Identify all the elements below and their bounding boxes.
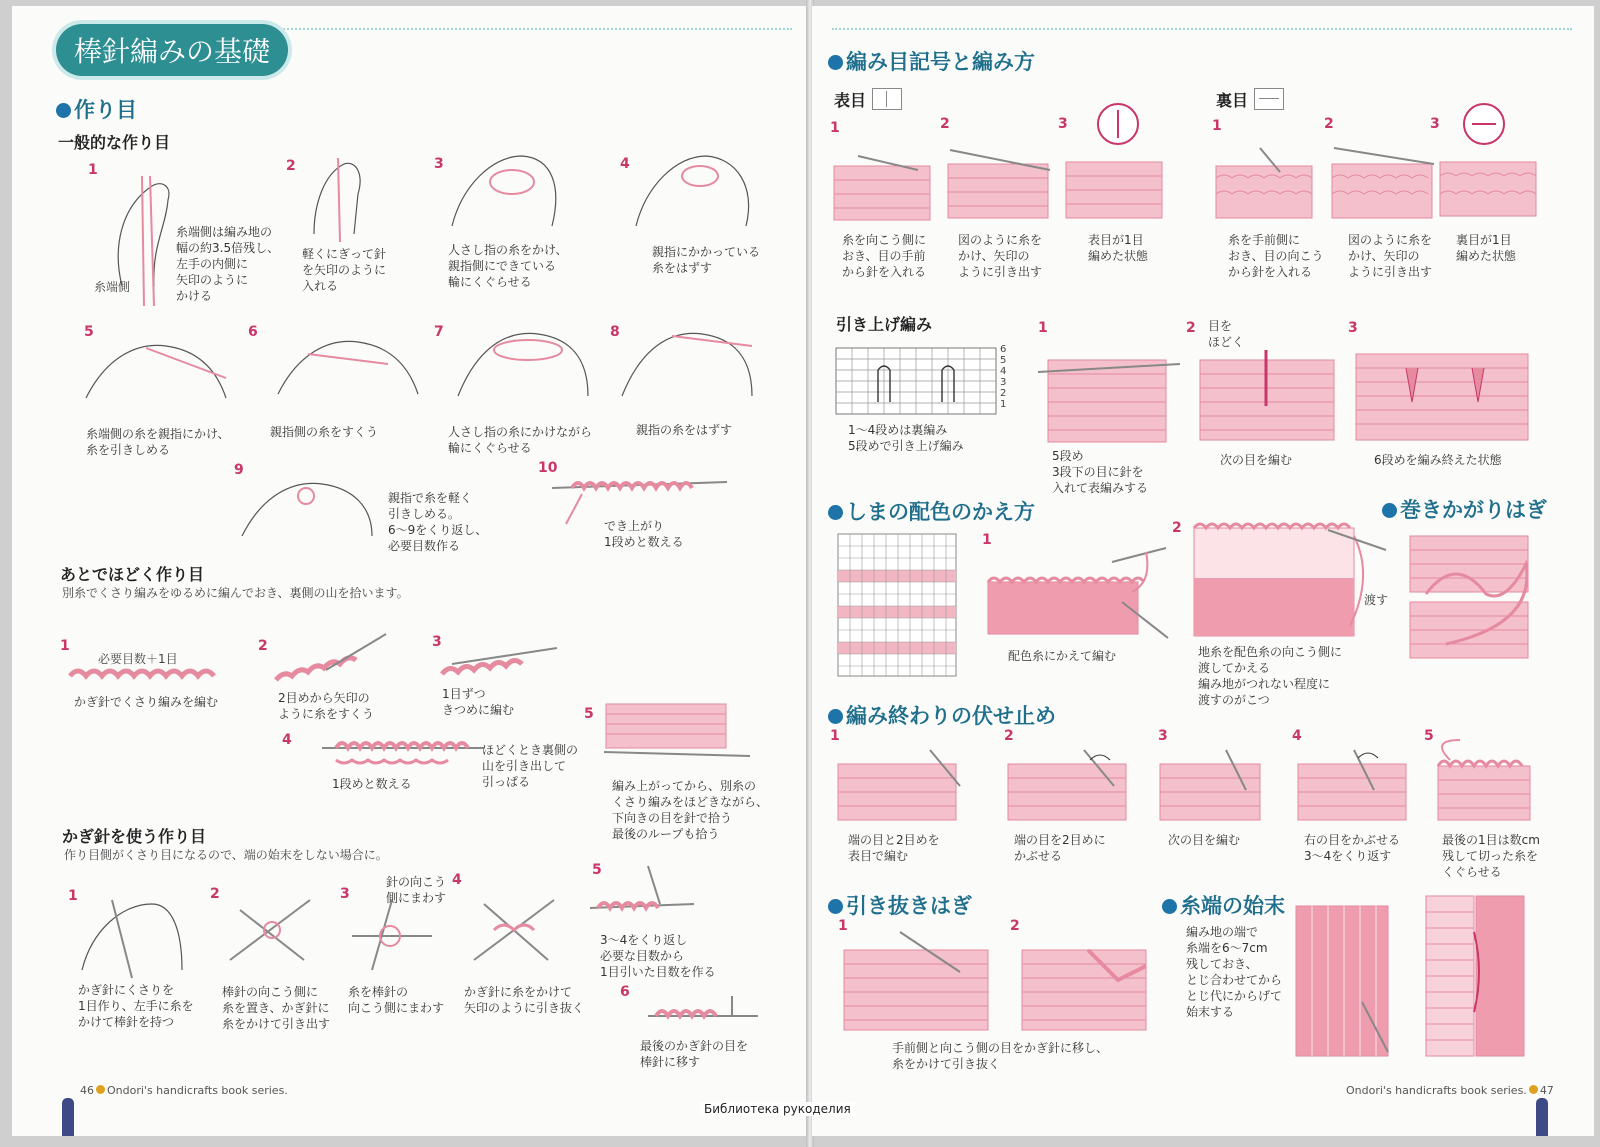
step-number: 5 bbox=[592, 862, 602, 878]
step-caption: 3〜4をくり返し 必要な目数から 1目引いた目数を作る bbox=[600, 933, 716, 979]
bind-off-illustration bbox=[1294, 746, 1414, 824]
step-number: 4 bbox=[452, 872, 462, 888]
step-number: 3 bbox=[340, 886, 350, 902]
hand-illustration bbox=[448, 316, 598, 416]
yarn-end-illustration bbox=[1292, 902, 1392, 1062]
step-number: 3 bbox=[1158, 728, 1168, 744]
page-number: 46 bbox=[80, 1084, 94, 1097]
hand-illustration bbox=[72, 890, 192, 980]
knit-swatch-illustration bbox=[1034, 346, 1180, 446]
step-number: 6 bbox=[620, 984, 630, 1000]
hand-illustration bbox=[612, 316, 762, 406]
step-number: 7 bbox=[434, 324, 444, 340]
step-number: 2 bbox=[258, 638, 268, 654]
chart-caption: 1〜4段めは裏編み 5段めで引き上げ編み bbox=[848, 423, 964, 453]
step-caption: 糸を棒針の 向こう側にまわす bbox=[348, 985, 445, 1015]
dot-icon bbox=[96, 1085, 105, 1094]
series-name: Ondori's handicrafts book series. bbox=[1346, 1084, 1527, 1097]
stripe-chart bbox=[836, 532, 960, 680]
stripe-swatch-illustration bbox=[982, 542, 1172, 642]
step-caption: 1目ずつ きつめに編む bbox=[442, 687, 515, 717]
dot-icon bbox=[1529, 1085, 1538, 1094]
needle-crochet-illustration bbox=[342, 896, 442, 976]
slip-seam-illustration bbox=[840, 926, 1000, 1036]
step-number: 10 bbox=[538, 460, 558, 476]
page-tab bbox=[1536, 1098, 1548, 1136]
bullet-dot-icon bbox=[828, 899, 843, 914]
step-number: 3 bbox=[1430, 116, 1440, 132]
bullet-dot-icon bbox=[828, 55, 843, 70]
step-caption: 親指の糸をはずす bbox=[636, 423, 733, 437]
dotted-rule bbox=[832, 28, 1572, 30]
step-caption: 編み上がってから、別糸の くさり編みをほどきながら、 下向きの目を針で拾う 最後のループも拾う bbox=[612, 779, 769, 841]
step-number: 3 bbox=[1058, 116, 1068, 132]
step-caption: 親指側の糸をすくう bbox=[270, 425, 379, 439]
knit-stitch-label: 表目 bbox=[834, 88, 902, 111]
chain-illustration bbox=[60, 664, 230, 688]
step-number: 4 bbox=[620, 156, 630, 172]
step-caption: 配色糸にかえて編む bbox=[1008, 649, 1117, 663]
step-number: 2 bbox=[1010, 918, 1020, 934]
step-number: 2 bbox=[1186, 320, 1196, 336]
dotted-rule bbox=[272, 28, 792, 30]
subheading-crochet-cast-on: かぎ針を使う作り目 bbox=[62, 827, 207, 846]
knit-swatch-illustration bbox=[828, 146, 938, 226]
hand-illustration bbox=[268, 324, 428, 414]
hand-illustration bbox=[304, 154, 384, 244]
step-caption: かぎ針にくさりを 1目作り、左手に糸を かけて棒針を持つ bbox=[78, 983, 194, 1029]
step-number: 3 bbox=[1348, 320, 1358, 336]
bullet-dot-icon bbox=[56, 103, 71, 118]
step-number: 2 bbox=[1172, 520, 1182, 536]
page-title: 棒針編みの基礎 bbox=[56, 24, 288, 76]
bullet-dot-icon bbox=[828, 709, 843, 724]
section-heading-yarn-end: 糸端の始末 bbox=[1162, 890, 1285, 920]
step-number: 2 bbox=[1004, 728, 1014, 744]
hand-illustration bbox=[442, 146, 572, 241]
purl-swatch-illustration bbox=[1434, 102, 1544, 226]
step-number: 8 bbox=[610, 324, 620, 340]
step-caption: 右の目をかぶせる 3〜4をくり返す bbox=[1304, 833, 1401, 863]
unravel-label: ほどくとき裏側の 山を引き出して 引っぱる bbox=[482, 743, 579, 789]
section-heading-stripes: しまの配色のかえ方 bbox=[828, 496, 1035, 526]
step-number: 1 bbox=[68, 888, 78, 904]
yarn-end-label: 糸端側 bbox=[94, 280, 131, 294]
hand-illustration bbox=[76, 328, 236, 418]
step-caption: かぎ針でくさり編みを編む bbox=[74, 695, 219, 709]
page-footer bbox=[1346, 1084, 1554, 1097]
step-number: 1 bbox=[1038, 320, 1048, 336]
step-caption: 棒針の向こう側に 糸を置き、かぎ針に 糸をかけて引き出す bbox=[222, 985, 331, 1031]
bind-off-illustration bbox=[1434, 736, 1534, 824]
purl-symbol-icon bbox=[1254, 88, 1284, 110]
step-number: 1 bbox=[838, 918, 848, 934]
knit-swatch-illustration bbox=[1192, 346, 1342, 446]
subheading-slip-up-stitch: 引き上げ編み bbox=[836, 315, 933, 334]
wrap-label: 針の向こう 側にまわす bbox=[386, 875, 447, 905]
step-caption: 表目が1目 編めた状態 bbox=[1088, 233, 1149, 263]
knit-symbol-icon bbox=[872, 88, 902, 110]
step-number: 2 bbox=[210, 886, 220, 902]
step-caption: 人さし指の糸にかけながら 輪にくぐらせる bbox=[448, 425, 593, 455]
section-heading-slip-seam: 引き抜きはぎ bbox=[828, 890, 972, 920]
whip-seam-illustration bbox=[1406, 532, 1536, 664]
step-caption: 最後の1目は数cm 残して切った糸を くぐらせる bbox=[1442, 833, 1540, 879]
yarn-end-illustration bbox=[1422, 892, 1530, 1060]
unravel-label: 目を ほどく bbox=[1208, 319, 1245, 349]
bullet-dot-icon bbox=[828, 505, 843, 520]
bullet-dot-icon bbox=[1162, 899, 1177, 914]
purl-swatch-illustration bbox=[1210, 142, 1320, 226]
needle-chain-illustration bbox=[584, 864, 704, 934]
step-caption: 最後のかぎ針の目を 棒針に移す bbox=[640, 1039, 749, 1069]
step-caption: 図のように糸を かけ、矢印の ように引き出す bbox=[1348, 233, 1433, 279]
step-caption: 軽くにぎって針 を矢印のように 入れる bbox=[302, 247, 387, 293]
chain-pickup-illustration bbox=[432, 634, 562, 684]
carry-yarn-label: 渡す bbox=[1364, 593, 1389, 607]
step-caption: 人さし指の糸をかけ、 親指側にできている 輪にくぐらせる bbox=[448, 243, 568, 289]
bind-off-illustration bbox=[834, 746, 964, 824]
section-heading-cast-on: 作り目 bbox=[56, 94, 137, 124]
step-caption: 5段め 3段下の目に針を 入れて表編みする bbox=[1052, 449, 1149, 495]
series-name: Ondori's handicrafts book series. bbox=[107, 1084, 288, 1097]
step-number: 4 bbox=[282, 732, 292, 748]
step-number: 9 bbox=[234, 462, 244, 478]
knit-swatch-illustration bbox=[1352, 346, 1532, 446]
needle-crochet-illustration bbox=[220, 890, 320, 970]
subheading-general-cast-on: 一般的な作り目 bbox=[58, 133, 171, 152]
step-caption: 糸を向こう側に おき、目の手前 から針を入れる bbox=[842, 233, 927, 279]
step-caption: でき上がり 1段めと数える bbox=[604, 519, 684, 549]
knit-fabric-illustration bbox=[594, 700, 754, 766]
step-number: 1 bbox=[1212, 118, 1222, 134]
page-footer bbox=[80, 1084, 288, 1097]
step-caption: 次の目を編む bbox=[1168, 833, 1241, 847]
step-caption: 6段めを編み終えた状態 bbox=[1374, 453, 1502, 467]
step-number: 2 bbox=[940, 116, 950, 132]
step-caption: 糸を手前側に おき、目の向こう から針を入れる bbox=[1228, 233, 1324, 279]
step-caption: 親指で糸を軽く 引きしめる。 6〜9をくり返し、 必要目数作る bbox=[388, 491, 488, 553]
step-number: 1 bbox=[60, 638, 70, 654]
right-page bbox=[812, 6, 1594, 1136]
chart-row-numbers: 6 5 4 3 2 1 bbox=[1000, 344, 1007, 410]
provisional-description: 別糸でくさり編みをゆるめに編んでおき、裏側の山を拾います。 bbox=[62, 586, 409, 600]
bind-off-illustration bbox=[1004, 746, 1134, 824]
step-caption: 糸端側の糸を親指にかけ、 糸を引きしめる bbox=[86, 427, 230, 457]
knit-swatch-illustration bbox=[940, 140, 1058, 226]
slip-seam-illustration bbox=[1018, 926, 1158, 1036]
section-heading-whip-seam: 巻きかがりはぎ bbox=[1382, 494, 1547, 524]
step-number: 5 bbox=[584, 706, 594, 722]
section-heading-bind-off: 編み終わりの伏せ止め bbox=[828, 700, 1056, 730]
stitch-chart bbox=[834, 346, 1018, 418]
step-caption: 端の目と2目めを 表目で編む bbox=[848, 833, 940, 863]
purl-swatch-illustration bbox=[1324, 134, 1444, 226]
chain-pickup-illustration bbox=[266, 630, 396, 690]
step-caption: 地糸を配色糸の向こう側に 渡してかえる 編み地がつれない程度に 渡すのがこつ bbox=[1198, 645, 1343, 707]
step-number: 2 bbox=[1324, 116, 1334, 132]
step-caption: 1段めと数える bbox=[332, 777, 412, 791]
step-number: 5 bbox=[84, 324, 94, 340]
watermark: Библиотека рукоделия bbox=[700, 1102, 855, 1116]
hand-illustration bbox=[626, 146, 766, 241]
step-caption: 端の目を2目めに かぶせる bbox=[1014, 833, 1106, 863]
step-number: 1 bbox=[830, 728, 840, 744]
bullet-dot-icon bbox=[1382, 503, 1397, 518]
crochet-description: 作り目側がくさり目になるので、端の始末をしない場合に。 bbox=[64, 848, 388, 862]
step-number: 6 bbox=[248, 324, 258, 340]
needle-crochet-illustration bbox=[464, 890, 564, 970]
step-caption: 糸端側は編み地の 幅の約3.5倍残し、 左手の内側に 矢印のように かける bbox=[176, 225, 280, 303]
step-number: 1 bbox=[830, 120, 840, 136]
purl-stitch-label: 裏目 bbox=[1216, 88, 1284, 111]
hand-illustration bbox=[232, 466, 382, 546]
step-caption: 裏目が1目 編めた状態 bbox=[1456, 233, 1517, 263]
left-page bbox=[12, 6, 809, 1136]
step-number: 2 bbox=[286, 158, 296, 174]
slip-seam-caption: 手前側と向こう側の目をかぎ針に移し、 糸をかけて引き抜く bbox=[892, 1041, 1109, 1071]
page-number: 47 bbox=[1539, 1084, 1554, 1097]
yarn-end-caption: 編み地の端で 糸端を6〜7cm 残しておき、 とじ合わせてから とじ代にからげて 始末する bbox=[1186, 925, 1283, 1019]
stripe-swatch-illustration bbox=[1188, 516, 1388, 644]
step-number: 1 bbox=[88, 162, 98, 178]
subheading-provisional-cast-on: あとでほどく作り目 bbox=[60, 565, 205, 584]
step-number: 3 bbox=[434, 156, 444, 172]
step-number: 4 bbox=[1292, 728, 1302, 744]
step-number: 5 bbox=[1424, 728, 1434, 744]
page-tab bbox=[62, 1098, 74, 1136]
step-number: 1 bbox=[982, 532, 992, 548]
step-caption: 図のように糸を かけ、矢印の ように引き出す bbox=[958, 233, 1043, 279]
step-number: 3 bbox=[432, 634, 442, 650]
stitch-count-label: 必要目数＋1目 bbox=[98, 652, 178, 666]
needle-chain-illustration bbox=[642, 992, 762, 1038]
step-caption: かぎ針に糸をかけて 矢印のように引き抜く bbox=[464, 985, 585, 1015]
bind-off-illustration bbox=[1156, 746, 1266, 824]
step-caption: 親指にかかっている 糸をはずす bbox=[652, 245, 761, 275]
step-caption: 次の目を編む bbox=[1220, 453, 1293, 467]
step-caption: 2目めから矢印の ように糸をすくう bbox=[278, 691, 375, 721]
knit-swatch-illustration bbox=[1060, 102, 1170, 226]
needle-chain-illustration bbox=[316, 726, 486, 776]
section-heading-stitch-symbols: 編み目記号と編み方 bbox=[828, 46, 1035, 76]
